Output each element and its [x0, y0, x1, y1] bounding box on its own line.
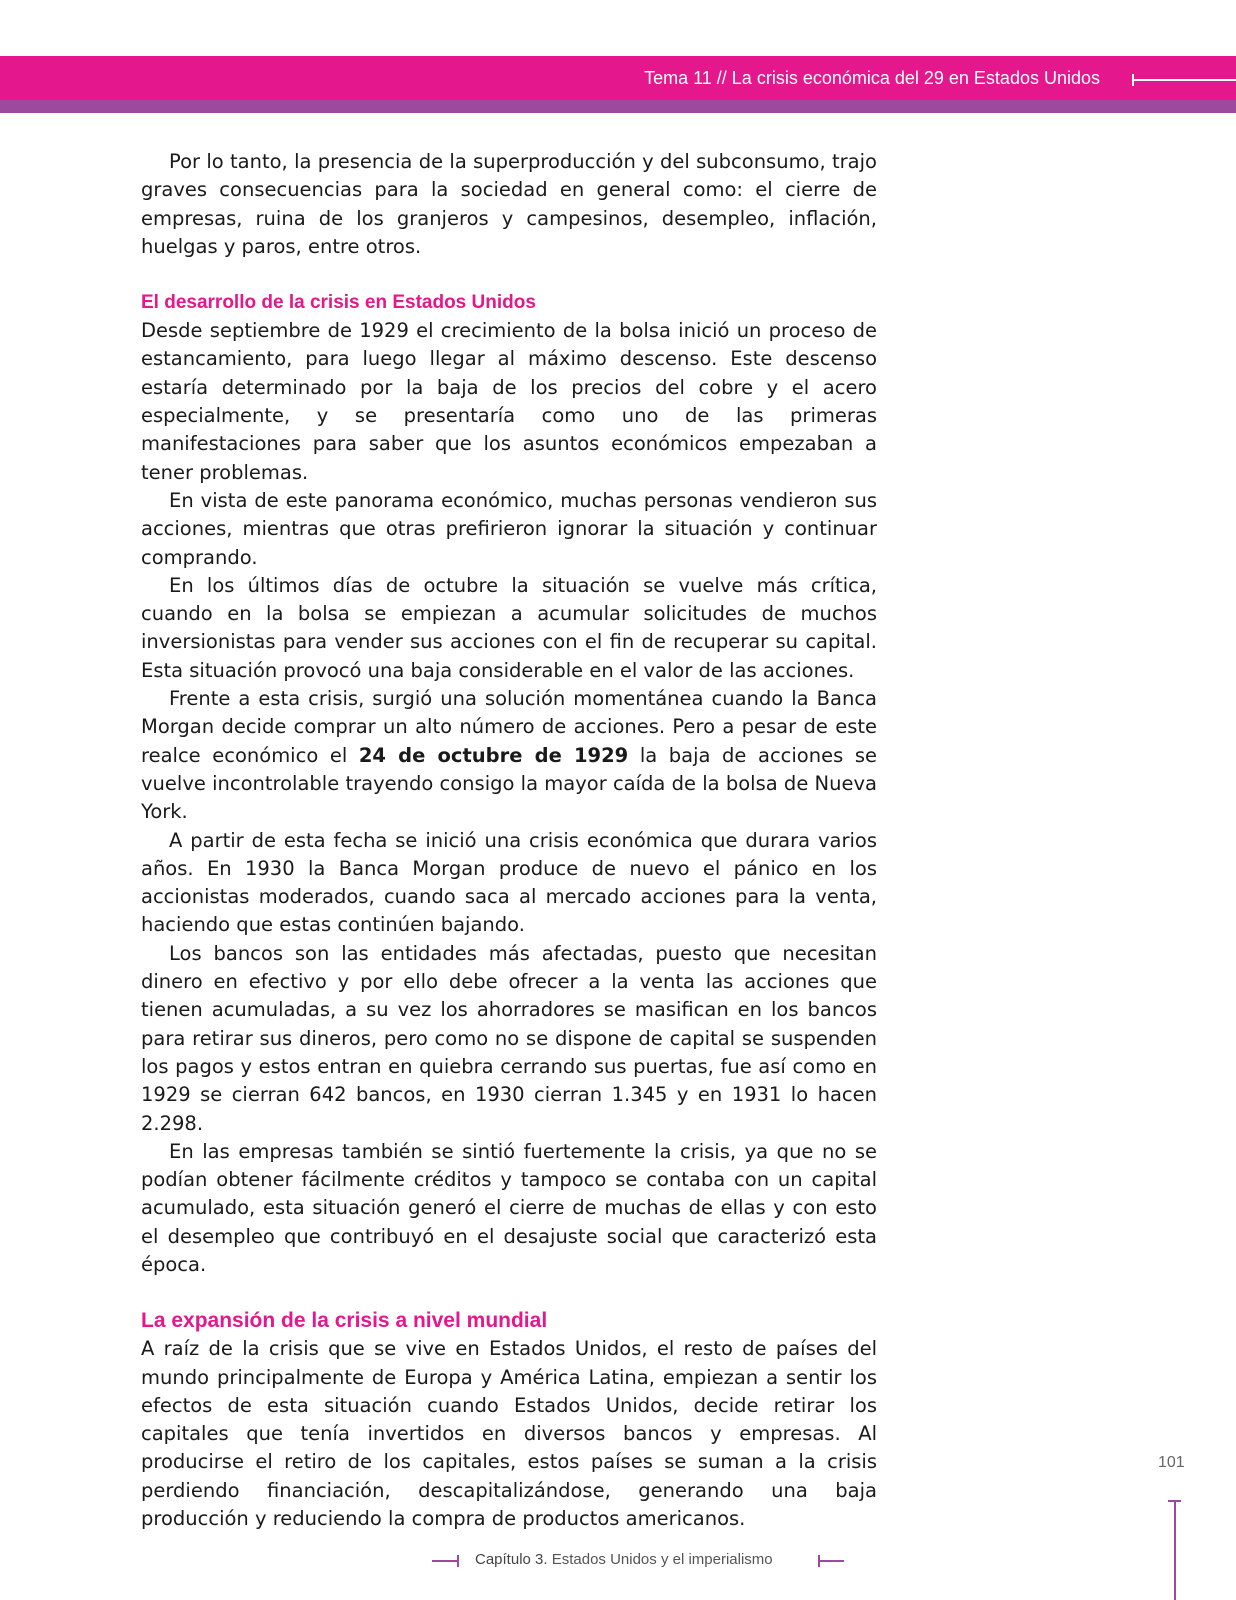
footer-chapter-title: Estados Unidos y el imperialismo [547, 1551, 773, 1568]
paragraph-morgan-before: Frente a esta crisis, surgió una solución momentánea cuando la Banca Morgan decide comprar un alto número de acciones. Pero a pesar de este realce económico el [141, 687, 877, 767]
header-underline [0, 100, 1236, 113]
main-content [141, 148, 877, 1533]
footer-right-rule [818, 1560, 844, 1562]
page-header-title: Tema 11 // La crisis económica del 29 en Estados Unidos [644, 68, 1100, 88]
key-date: 24 de octubre de 1929 [358, 743, 629, 767]
header-rule [1132, 79, 1236, 81]
subheading-crisis-development: El desarrollo de la crisis en Estados Unidos [141, 292, 536, 314]
paragraph-6: Los bancos son las entidades más afectadas, puesto que necesitan dinero en efectivo y por ello debe ofrecer a la venta las acciones que tienen acumuladas, a su vez los ahorradores se masifican en los bancos para retirar sus dineros, pero como no se dispone de capital se suspenden los pagos y estos entran en quiebra cerrando sus puertas, fue así como en 1929 se cierran 642 bancos, en 1930 cierran 1.345 y en 1931 lo hacen 2.298. [141, 941, 877, 1135]
section-heading-global-expansion: La expansión de la crisis a nivel mundial [141, 1309, 548, 1333]
paragraph-7: En las empresas también se sintió fuertemente la crisis, ya que no se podían obtener fácilmente créditos y tampoco se contaba con un capital acumulado, esta situación generó el cierre de muchas de ellas y con esto el desempleo que contribuyó en el desajuste social que caracterizó esta época. [141, 1139, 877, 1276]
footer-chapter-label: Capítulo 3. [475, 1551, 548, 1568]
intro-paragraph: Por lo tanto, la presencia de la superproducción y del subconsumo, trajo graves consecuencias para la sociedad en general como: el cierre de empresas, ruina de los granjeros y campesinos, desempleo, inflación, huelgas y paros, entre otros. [141, 150, 877, 258]
footer-left-rule [432, 1560, 458, 1562]
paragraph-2: En vista de este panorama económico, muchas personas vendieron sus acciones, mientras que otras prefirieron ignorar la situación y continuar comprando. [141, 488, 877, 569]
paragraph-5: A partir de esta fecha se inició una crisis económica que durara varios años. En 1930 la Banca Morgan produce de nuevo el pánico en los accionistas moderados, cuando saca al mercado acciones para la venta, haciendo que estas continúen bajando. [141, 828, 877, 937]
page-number: 101 [1158, 1454, 1185, 1471]
footer-left-tick [457, 1555, 459, 1567]
paragraph-morgan-after: la baja de acciones se vuelve incontrolable trayendo consigo la mayor caída de la bolsa de Nueva York. [141, 743, 877, 824]
paragraph-1: Desde septiembre de 1929 el crecimiento de la bolsa inició un proceso de estancamiento, para luego llegar al máximo descenso. Este descenso estaría determinado por la baja de los precios del cobre y el acero especialmente, y se presentaría como uno de las primeras manifestaciones para saber que los asuntos económicos empezaban a tener problemas. [141, 319, 877, 484]
final-paragraph: A raíz de la crisis que se vive en Estados Unidos, el resto de países del mundo principalmente de Europa y América Latina, empiezan a sentir los efectos de esta situación cuando Estados Unidos, decide retirar los capitales que tenía invertidos en diversos bancos y empresas. Al producirse el retiro de los capitales, estos países se suman a la crisis perdiendo financiación, descapitalizándose, generando una baja producción y reduciendo la compra de productos americanos. [141, 1337, 877, 1531]
paragraph-morgan [141, 685, 877, 826]
footer-chapter [475, 1551, 773, 1568]
paragraph-3: En los últimos días de octubre la situación se vuelve más crítica, cuando en la bolsa se empiezan a acumular solicitudes de muchos inversionistas para vender sus acciones con el fin de recuperar su capital. Esta situación provocó una baja considerable en el valor de las acciones. [141, 573, 877, 682]
side-rule [1174, 1500, 1176, 1600]
